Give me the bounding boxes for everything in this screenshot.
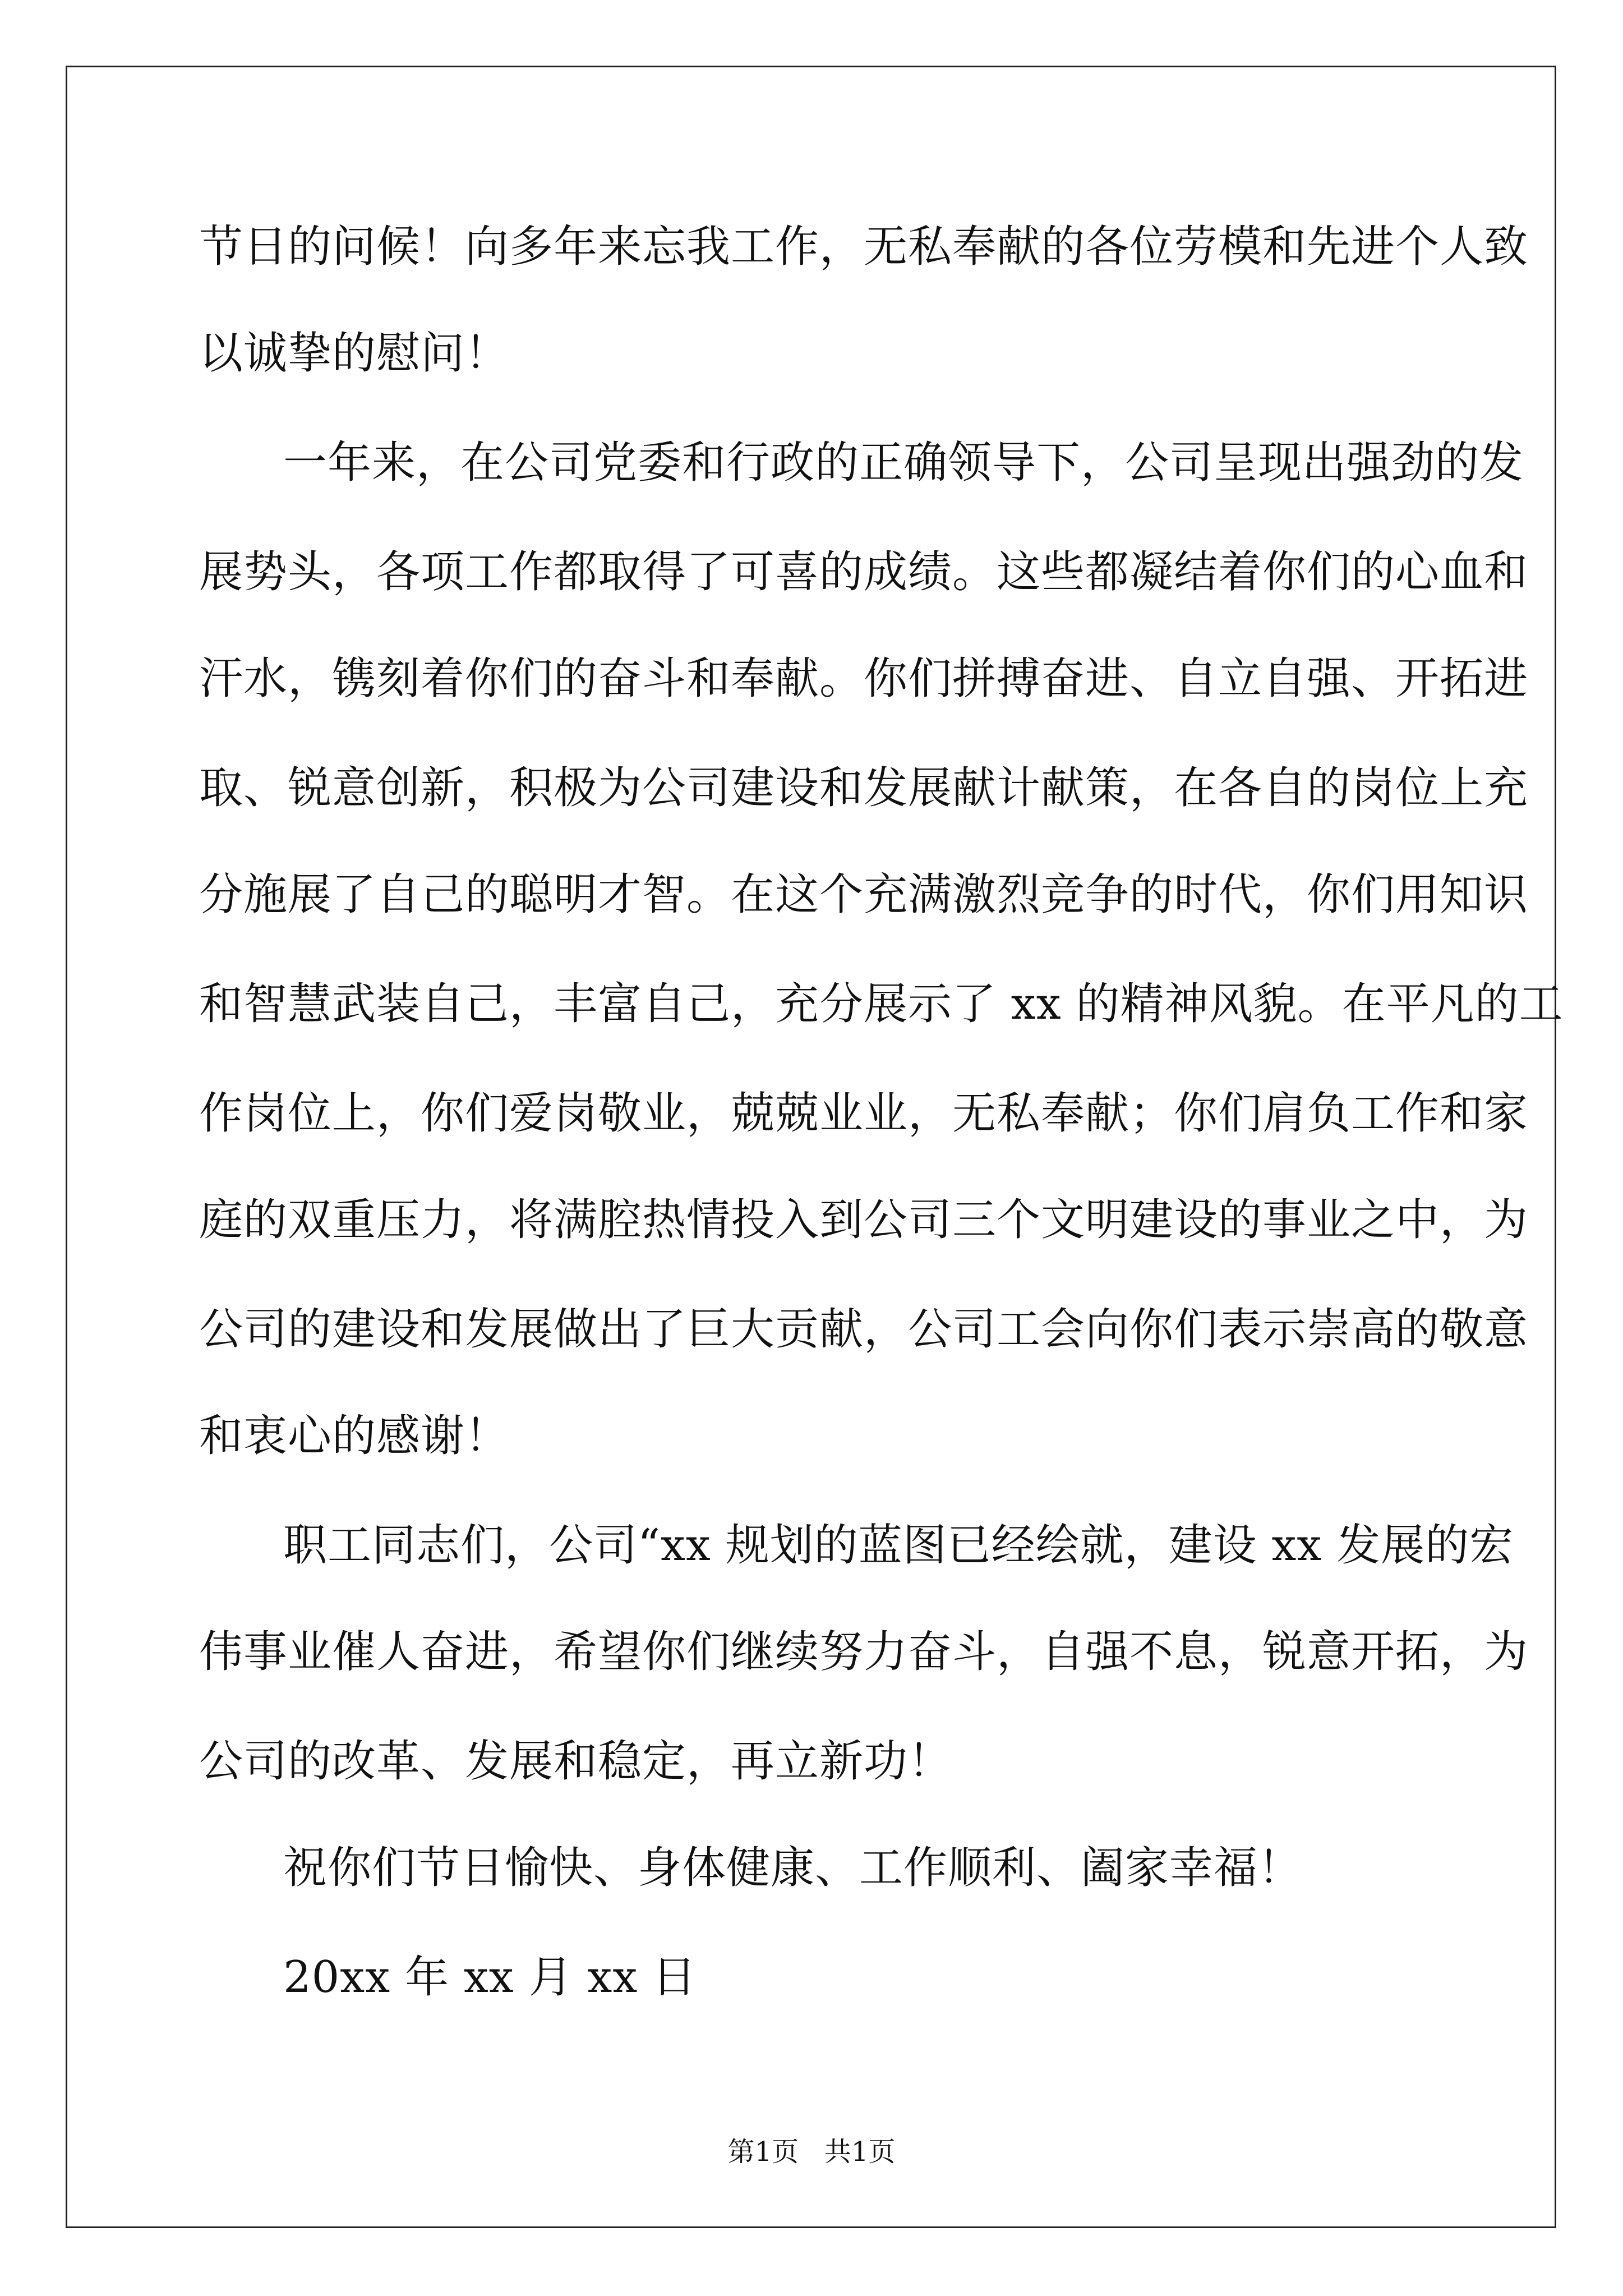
date-line: 20xx 年 xx 月 xx 日 — [283, 1952, 697, 2003]
text-line: 取、锐意创新，积极为公司建设和发展献计献策，在各自的岗位上充 — [199, 763, 1529, 813]
text-line: 分施展了自己的聪明才智。在这个充满激烈竞争的时代，你们用知识 — [199, 869, 1529, 920]
text-line: 作岗位上，你们爱岗敬业，兢兢业业，无私奉献；你们肩负工作和家 — [199, 1088, 1529, 1139]
text-line: 和智慧武装自己，丰富自己，充分展示了 xx 的精神风貌。在平凡的工 — [199, 979, 1564, 1029]
text-line: 汗水，镌刻着你们的奋斗和奉献。你们拼搏奋进、自立自强、开拓进 — [199, 654, 1529, 704]
page-footer: 第1页 共1页 — [727, 2136, 896, 2168]
paragraph-first-line: 职工同志们，公司“xx 规划的蓝图已经绘就，建设 xx 发展的宏 — [283, 1520, 1514, 1571]
text-line: 伟事业催人奋进，希望你们继续努力奋斗，自强不息，锐意开拓，为 — [199, 1627, 1529, 1677]
paragraph-first-line: 一年来，在公司党委和行政的正确领导下，公司呈现出强劲的发 — [283, 438, 1524, 488]
page-border — [66, 66, 1556, 2228]
text-line: 和衷心的感谢！ — [199, 1411, 510, 1461]
text-line: 庭的双重压力，将满腔热情投入到公司三个文明建设的事业之中，为 — [199, 1195, 1529, 1245]
text-line: 公司的建设和发展做出了巨大贡献，公司工会向你们表示崇高的敬意 — [199, 1304, 1529, 1355]
closing-wish: 祝你们节日愉快、身体健康、工作顺利、阖家幸福！ — [283, 1843, 1303, 1893]
text-line: 公司的改革、发展和稳定，再立新功！ — [199, 1736, 953, 1787]
text-line: 展势头，各项工作都取得了可喜的成绩。这些都凝结着你们的心血和 — [199, 547, 1529, 597]
text-line: 以诚挚的慰问！ — [199, 328, 510, 379]
text-line: 节日的问候！向多年来忘我工作，无私奉献的各位劳模和先进个人致 — [199, 222, 1529, 272]
